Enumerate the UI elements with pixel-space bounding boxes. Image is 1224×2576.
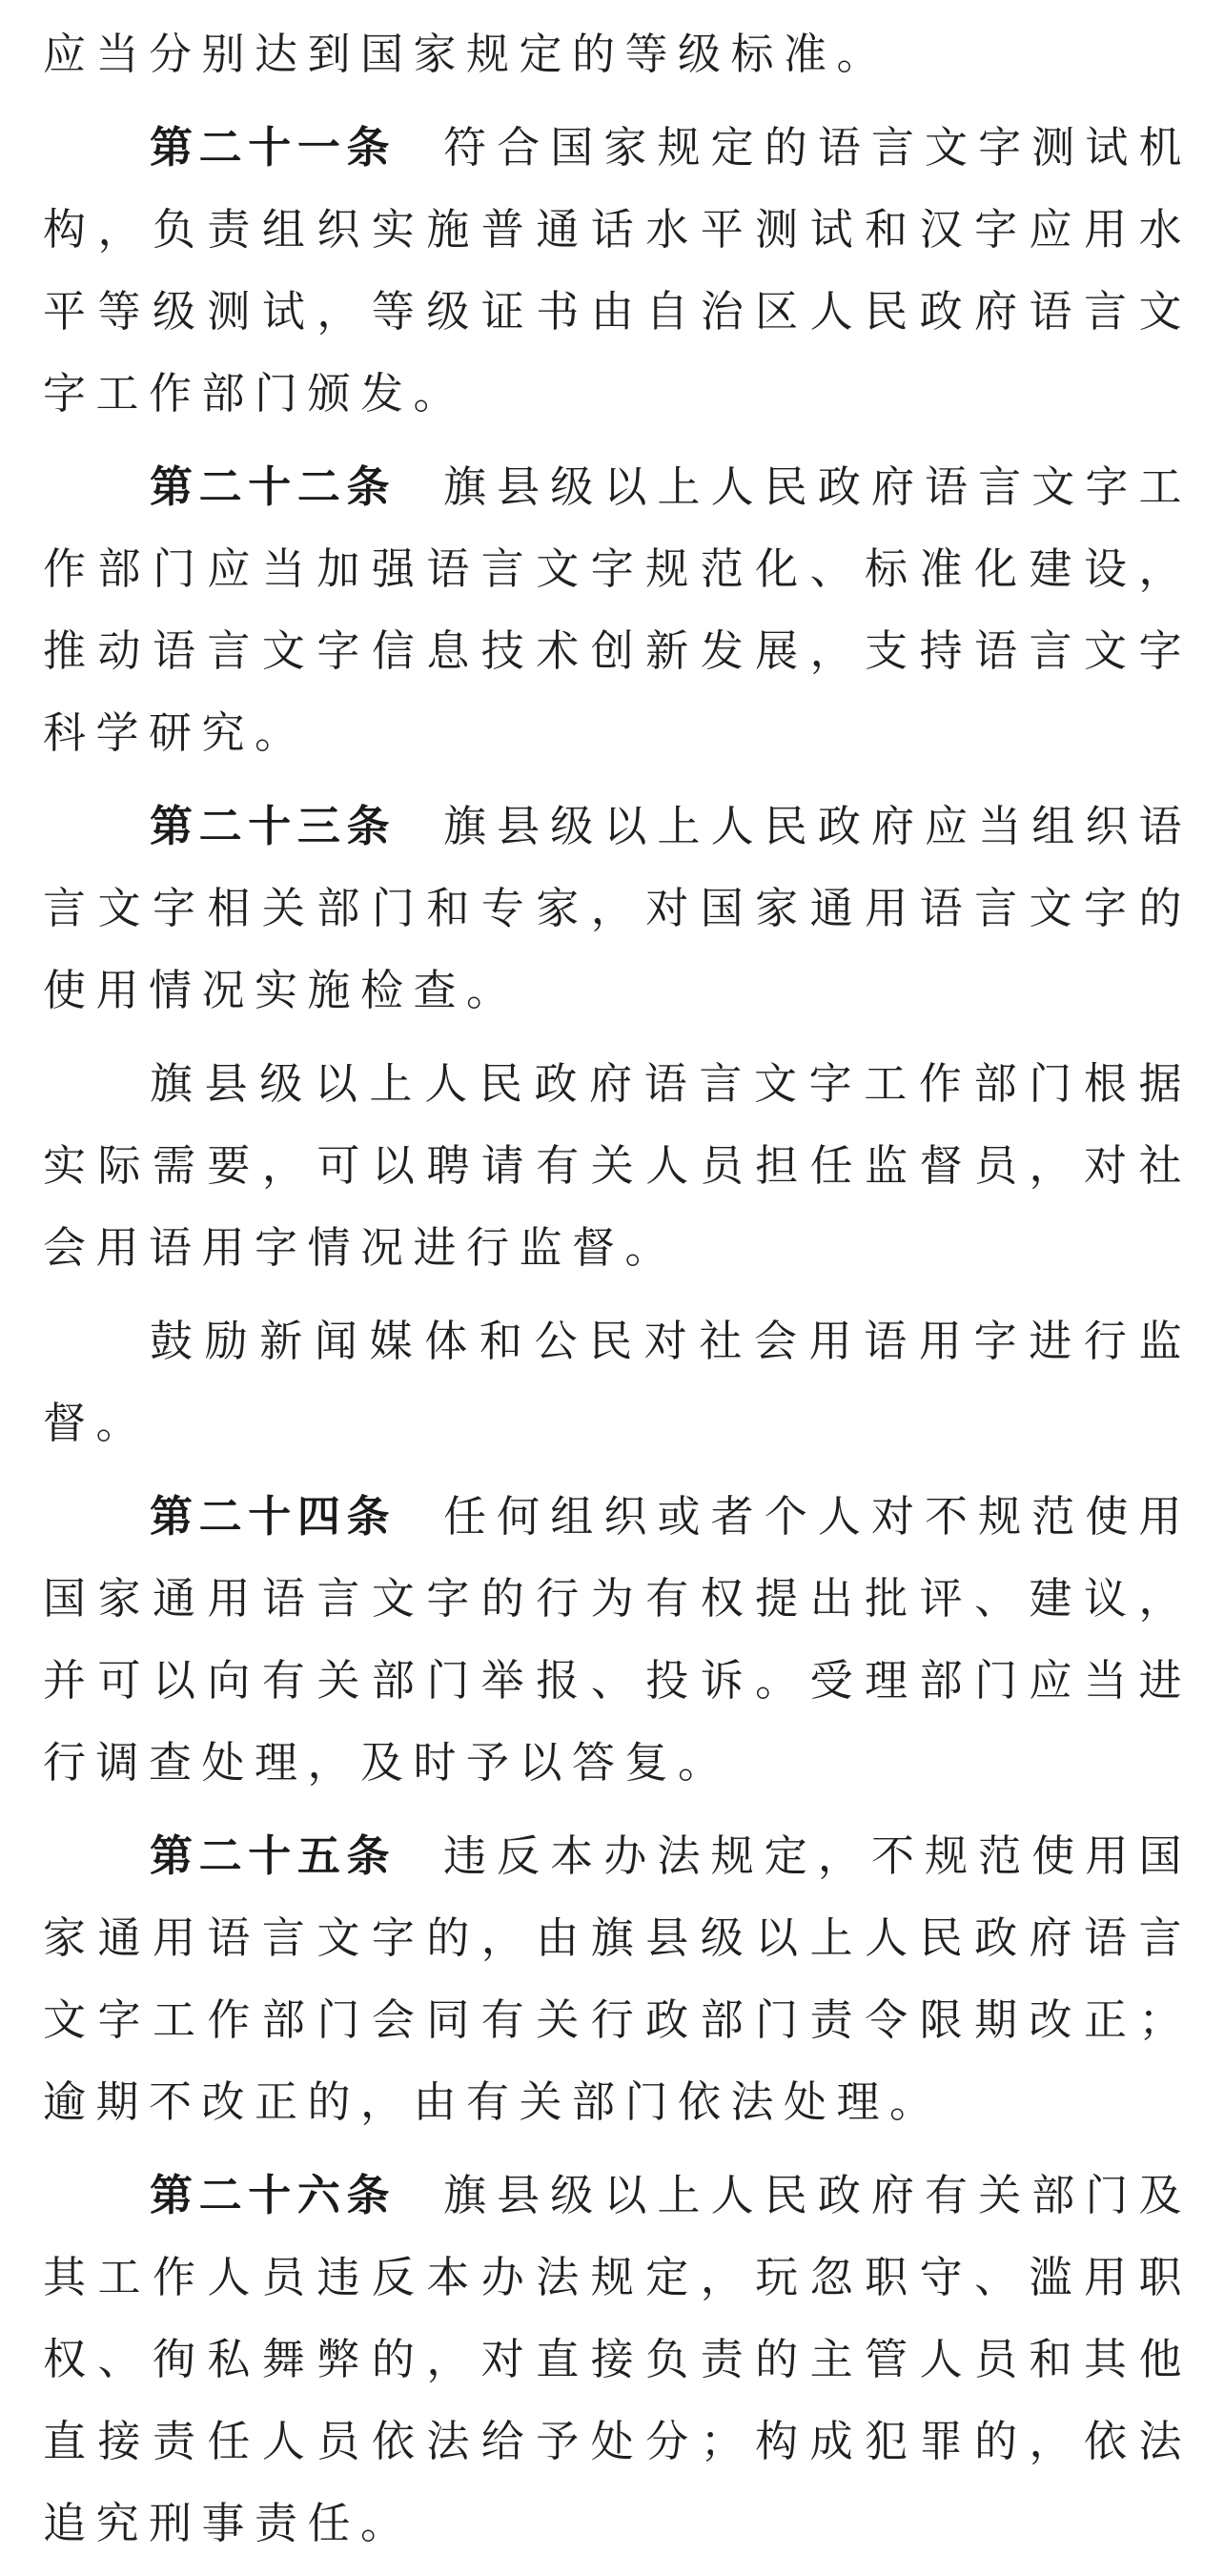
article-25 [43,1815,1192,2143]
article-number: 第二十二条 [150,461,397,512]
paragraph-text: 旗县级以上人民政府语言文字工作部门根据实际需要，可以聘请有关人员担任监督员，对社会用语用字情况进行监督。 [43,1058,1192,1273]
article-text: 旗县级以上人民政府有关部门及其工作人员违反本办法规定，玩忽职守、滥用职权、徇私舞弊的，对直接负责的主管人员和其他直接责任人员依法给予处分；构成犯罪的，依法追究刑事责任。 [43,2170,1192,2548]
article-text: 旗县级以上人民政府语言文字工作部门应当加强语言文字规范化、标准化建设，推动语言文字信息技术创新发展，支持语言文字科学研究。 [43,461,1192,758]
article-26 [43,2155,1192,2565]
article-24 [43,1476,1192,1804]
paragraph-text: 应当分别达到国家规定的等级标准。 [43,29,890,79]
article-number: 第二十一条 [150,122,397,173]
document-page [43,13,1192,2576]
article-number: 第二十六条 [150,2170,397,2220]
paragraph-text: 鼓励新闻媒体和公民对社会用语用字进行监督。 [43,1316,1192,1448]
article-23-paragraph-2 [43,1043,1192,1289]
article-22 [43,446,1192,774]
paragraph-continuation [43,13,1192,95]
article-number: 第二十五条 [150,1830,397,1881]
article-text: 旗县级以上人民政府应当组织语言文字相关部门和专家，对国家通用语言文字的使用情况实施检查。 [43,801,1192,1015]
article-text: 违反本办法规定，不规范使用国家通用语言文字的，由旗县级以上人民政府语言文字工作部门会同有关行政部门责令限期改正；逾期不改正的，由有关部门依法处理。 [43,1830,1192,2127]
article-number: 第二十四条 [150,1491,397,1542]
article-21 [43,107,1192,435]
article-text: 符合国家规定的语言文字测试机构，负责组织实施普通话水平测试和汉字应用水平等级测试，等级证书由自治区人民政府语言文字工作部门颁发。 [43,122,1192,419]
article-number: 第二十三条 [150,801,397,851]
article-23 [43,786,1192,1032]
article-23-paragraph-3 [43,1300,1192,1464]
article-text: 任何组织或者个人对不规范使用国家通用语言文字的行为有权提出批评、建议，并可以向有关部门举报、投诉。受理部门应当进行调查处理，及时予以答复。 [43,1491,1192,1788]
